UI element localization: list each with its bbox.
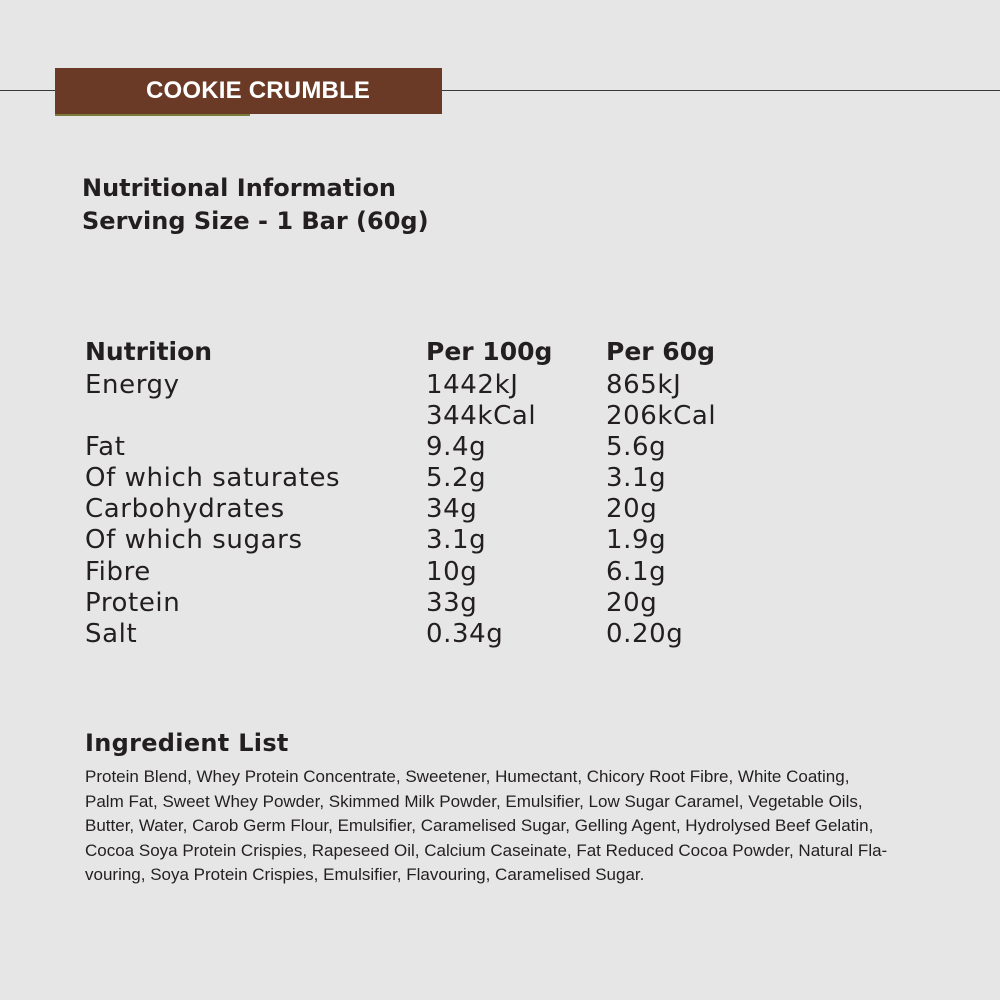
table-row bbox=[0, 588, 1000, 619]
nutrient-per-100g: 34g bbox=[426, 494, 478, 524]
nutrient-per-100g: 1442kJ bbox=[426, 370, 519, 400]
table-row bbox=[0, 525, 1000, 556]
nutrient-per-100g: 33g bbox=[426, 588, 478, 618]
nutrient-per-100g: 5.2g bbox=[426, 463, 487, 493]
ingredient-line: Cocoa Soya Protein Crispies, Rapeseed Oil, Calcium Caseinate, Fat Reduced Cocoa Powder, Natural Fla- bbox=[85, 840, 888, 860]
ingredient-line: Palm Fat, Sweet Whey Powder, Skimmed Milk Powder, Emulsifier, Low Sugar Caramel, Vegetable Oils, bbox=[85, 791, 863, 811]
nutrient-per-100g: 3.1g bbox=[426, 525, 487, 555]
ingredient-line: Butter, Water, Carob Germ Flour, Emulsifier, Caramelised Sugar, Gelling Agent, Hydrolysed Beef Gelatin, bbox=[85, 816, 874, 835]
table-row bbox=[0, 619, 1000, 650]
nutrient-per-60g: 3.1g bbox=[606, 463, 667, 493]
ingredient-list-text bbox=[85, 765, 935, 888]
nutrient-per-60g: 6.1g bbox=[606, 557, 667, 587]
info-title: Nutritional Information bbox=[82, 174, 397, 202]
nutrient-per-60g: 5.6g bbox=[606, 432, 667, 462]
nutrient-per-60g: 20g bbox=[606, 494, 658, 524]
nutrient-name: Fat bbox=[85, 432, 126, 462]
nutrient-name: Carbohydrates bbox=[85, 494, 285, 524]
header-accent-line bbox=[55, 114, 250, 116]
nutrient-per-60g: 1.9g bbox=[606, 525, 667, 555]
table-row bbox=[0, 494, 1000, 525]
nutrient-name: Of which saturates bbox=[85, 463, 341, 493]
serving-size: Serving Size - 1 Bar (60g) bbox=[82, 207, 429, 235]
nutrient-per-100g: 344kCal bbox=[426, 401, 537, 431]
nutrient-name: Of which sugars bbox=[85, 525, 303, 555]
table-row bbox=[0, 463, 1000, 494]
table-row bbox=[0, 370, 1000, 401]
nutrient-per-60g: 206kCal bbox=[606, 401, 717, 431]
nutrient-per-60g: 20g bbox=[606, 588, 658, 618]
nutrient-name: Fibre bbox=[85, 557, 151, 587]
table-row bbox=[0, 401, 1000, 432]
nutrient-per-100g: 9.4g bbox=[426, 432, 487, 462]
nutrient-per-60g: 865kJ bbox=[606, 370, 682, 400]
nutrient-per-100g: 10g bbox=[426, 557, 478, 587]
nutrient-per-60g: 0.20g bbox=[606, 619, 684, 649]
ingredient-line: vouring, Soya Protein Crispies, Emulsifier, Flavouring, Caramelised Sugar. bbox=[85, 865, 645, 884]
nutrient-per-100g: 0.34g bbox=[426, 619, 504, 649]
table-row bbox=[0, 432, 1000, 463]
info-heading bbox=[82, 172, 429, 238]
nutrient-name: Protein bbox=[85, 588, 181, 618]
table-row bbox=[0, 557, 1000, 588]
nutrient-name: Salt bbox=[85, 619, 138, 649]
nutrition-header-name: Nutrition bbox=[85, 337, 213, 366]
nutrition-header-per-100g: Per 100g bbox=[426, 337, 553, 366]
product-title: COOKIE CRUMBLE bbox=[146, 77, 371, 104]
nutrient-name: Energy bbox=[85, 370, 180, 400]
ingredient-list-title: Ingredient List bbox=[85, 729, 289, 757]
nutrition-header-per-60g: Per 60g bbox=[606, 337, 715, 366]
ingredient-line: Protein Blend, Whey Protein Concentrate, Sweetener, Humectant, Chicory Root Fibre, White Coating, bbox=[85, 767, 850, 786]
